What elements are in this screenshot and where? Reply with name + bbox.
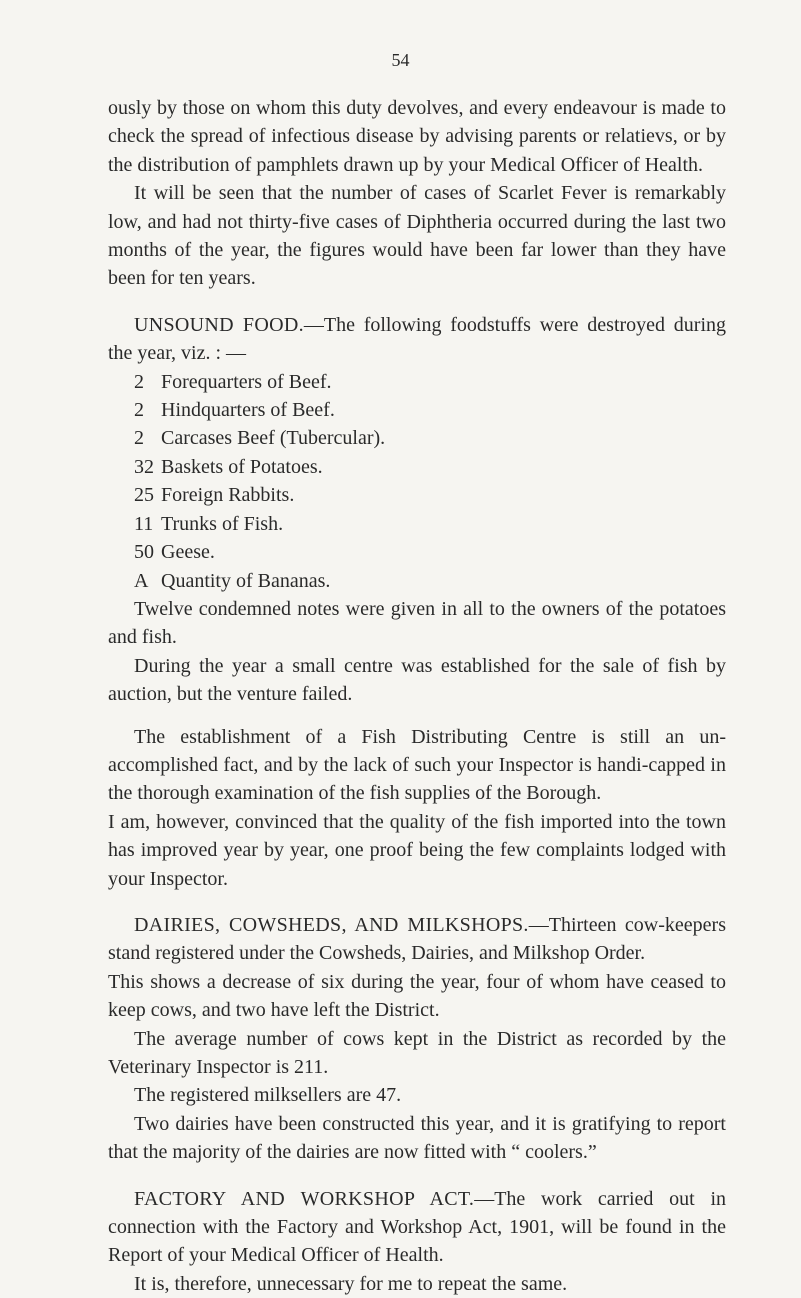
list-item xyxy=(134,481,726,509)
item-description: Foreign Rabbits. xyxy=(161,484,295,507)
list-item xyxy=(134,453,726,481)
list-item xyxy=(134,538,726,566)
heading-factory-act: FACTORY AND WORKSHOP ACT. xyxy=(134,1187,475,1210)
list-item xyxy=(134,567,726,595)
item-description: Quantity of Bananas. xyxy=(161,569,331,592)
section-dairies xyxy=(108,911,726,968)
factory-act-intro: —The work carried out in connection with the Factory and Workshop Act, 1901, will be found in the Report of your Medical Officer of Health. xyxy=(108,1187,726,1267)
item-quantity: 2 xyxy=(134,370,144,393)
section-unsound-food xyxy=(108,311,726,368)
page-number: 54 xyxy=(391,50,410,70)
paragraph-fish-quality: I am, however, convinced that the quality of the fish imported into the town has improved year by year, one proof being the few complaints lodged with your Inspector. xyxy=(108,810,726,890)
item-quantity: A xyxy=(134,569,149,592)
item-description: Carcases Beef (Tubercular). xyxy=(161,427,386,450)
paragraph-unnecessary: It is, therefore, unnecessary for me to repeat the same. xyxy=(134,1272,568,1295)
page-content xyxy=(108,94,726,1298)
item-quantity: 2 xyxy=(134,399,144,422)
section-gap xyxy=(108,1167,726,1185)
unsound-food-intro: —The following foodstuffs were destroyed during the year, viz. : — xyxy=(108,313,726,365)
item-description: Hindquarters of Beef. xyxy=(161,399,335,422)
item-quantity: 11 xyxy=(134,512,154,535)
item-quantity: 32 xyxy=(134,455,154,478)
paragraph-infectious-disease: ously by those on whom this duty devolves, and every endeavour is made to check the spread of infectious disease by advising parents or relatievs, or by the distribution of pamphlets drawn up by your Medical Officer of Health. xyxy=(108,97,726,176)
list-item xyxy=(134,396,726,424)
paragraph-condemned-notes: Twelve condemned notes were given in all to the owners of the potatoes and fish. xyxy=(108,597,726,649)
paragraph-coolers: Two dairies have been constructed this year, and it is gratifying to report that the majority of the dairies are now fitted with “ coolers.” xyxy=(108,1112,726,1164)
paragraph-gap xyxy=(108,709,726,723)
list-item xyxy=(134,368,726,396)
item-quantity: 25 xyxy=(134,484,154,507)
section-factory-act xyxy=(108,1185,726,1270)
foodstuffs-list xyxy=(108,368,726,595)
paragraph-fish-centre: The establishment of a Fish Distributing Centre is still an un-accomplished fact, and by the lack of such your Inspector is handi-capped in the thorough examination of the fish supplies of the Borough. xyxy=(108,725,726,805)
paragraph-milksellers: The registered milksellers are 47. xyxy=(134,1084,402,1107)
item-description: Forequarters of Beef. xyxy=(161,370,332,393)
paragraph-fish-auction: During the year a small centre was established for the sale of fish by auction, but the venture failed. xyxy=(108,654,726,706)
paragraph-average-cows: The average number of cows kept in the District as recorded by the Veterinary Inspector is 211. xyxy=(108,1027,726,1078)
item-description: Trunks of Fish. xyxy=(161,512,284,535)
dairies-intro: —Thirteen cow-keepers stand registered under the Cowsheds, Dairies, and Milkshop Order. xyxy=(108,913,726,965)
item-quantity: 2 xyxy=(134,427,144,450)
item-description: Geese. xyxy=(161,541,215,564)
heading-dairies: DAIRIES, COWSHEDS, AND MILKSHOPS. xyxy=(134,913,529,936)
section-gap xyxy=(108,893,726,911)
list-item xyxy=(134,424,726,452)
paragraph-cowkeeper-decrease: This shows a decrease of six during the year, four of whom have ceased to keep cows, and two have left the District. xyxy=(108,970,726,1022)
item-quantity: 50 xyxy=(134,541,154,564)
item-description: Baskets of Potatoes. xyxy=(161,455,323,478)
heading-unsound-food: UNSOUND FOOD. xyxy=(134,313,304,336)
paragraph-scarlet-fever: It will be seen that the number of cases of Scarlet Fever is remarkably low, and had not thirty-five cases of Diphtheria occurred during the last two months of the year, the figures would have been far lower than they have been for ten years. xyxy=(108,182,726,290)
section-gap xyxy=(108,293,726,311)
list-item xyxy=(134,510,726,538)
